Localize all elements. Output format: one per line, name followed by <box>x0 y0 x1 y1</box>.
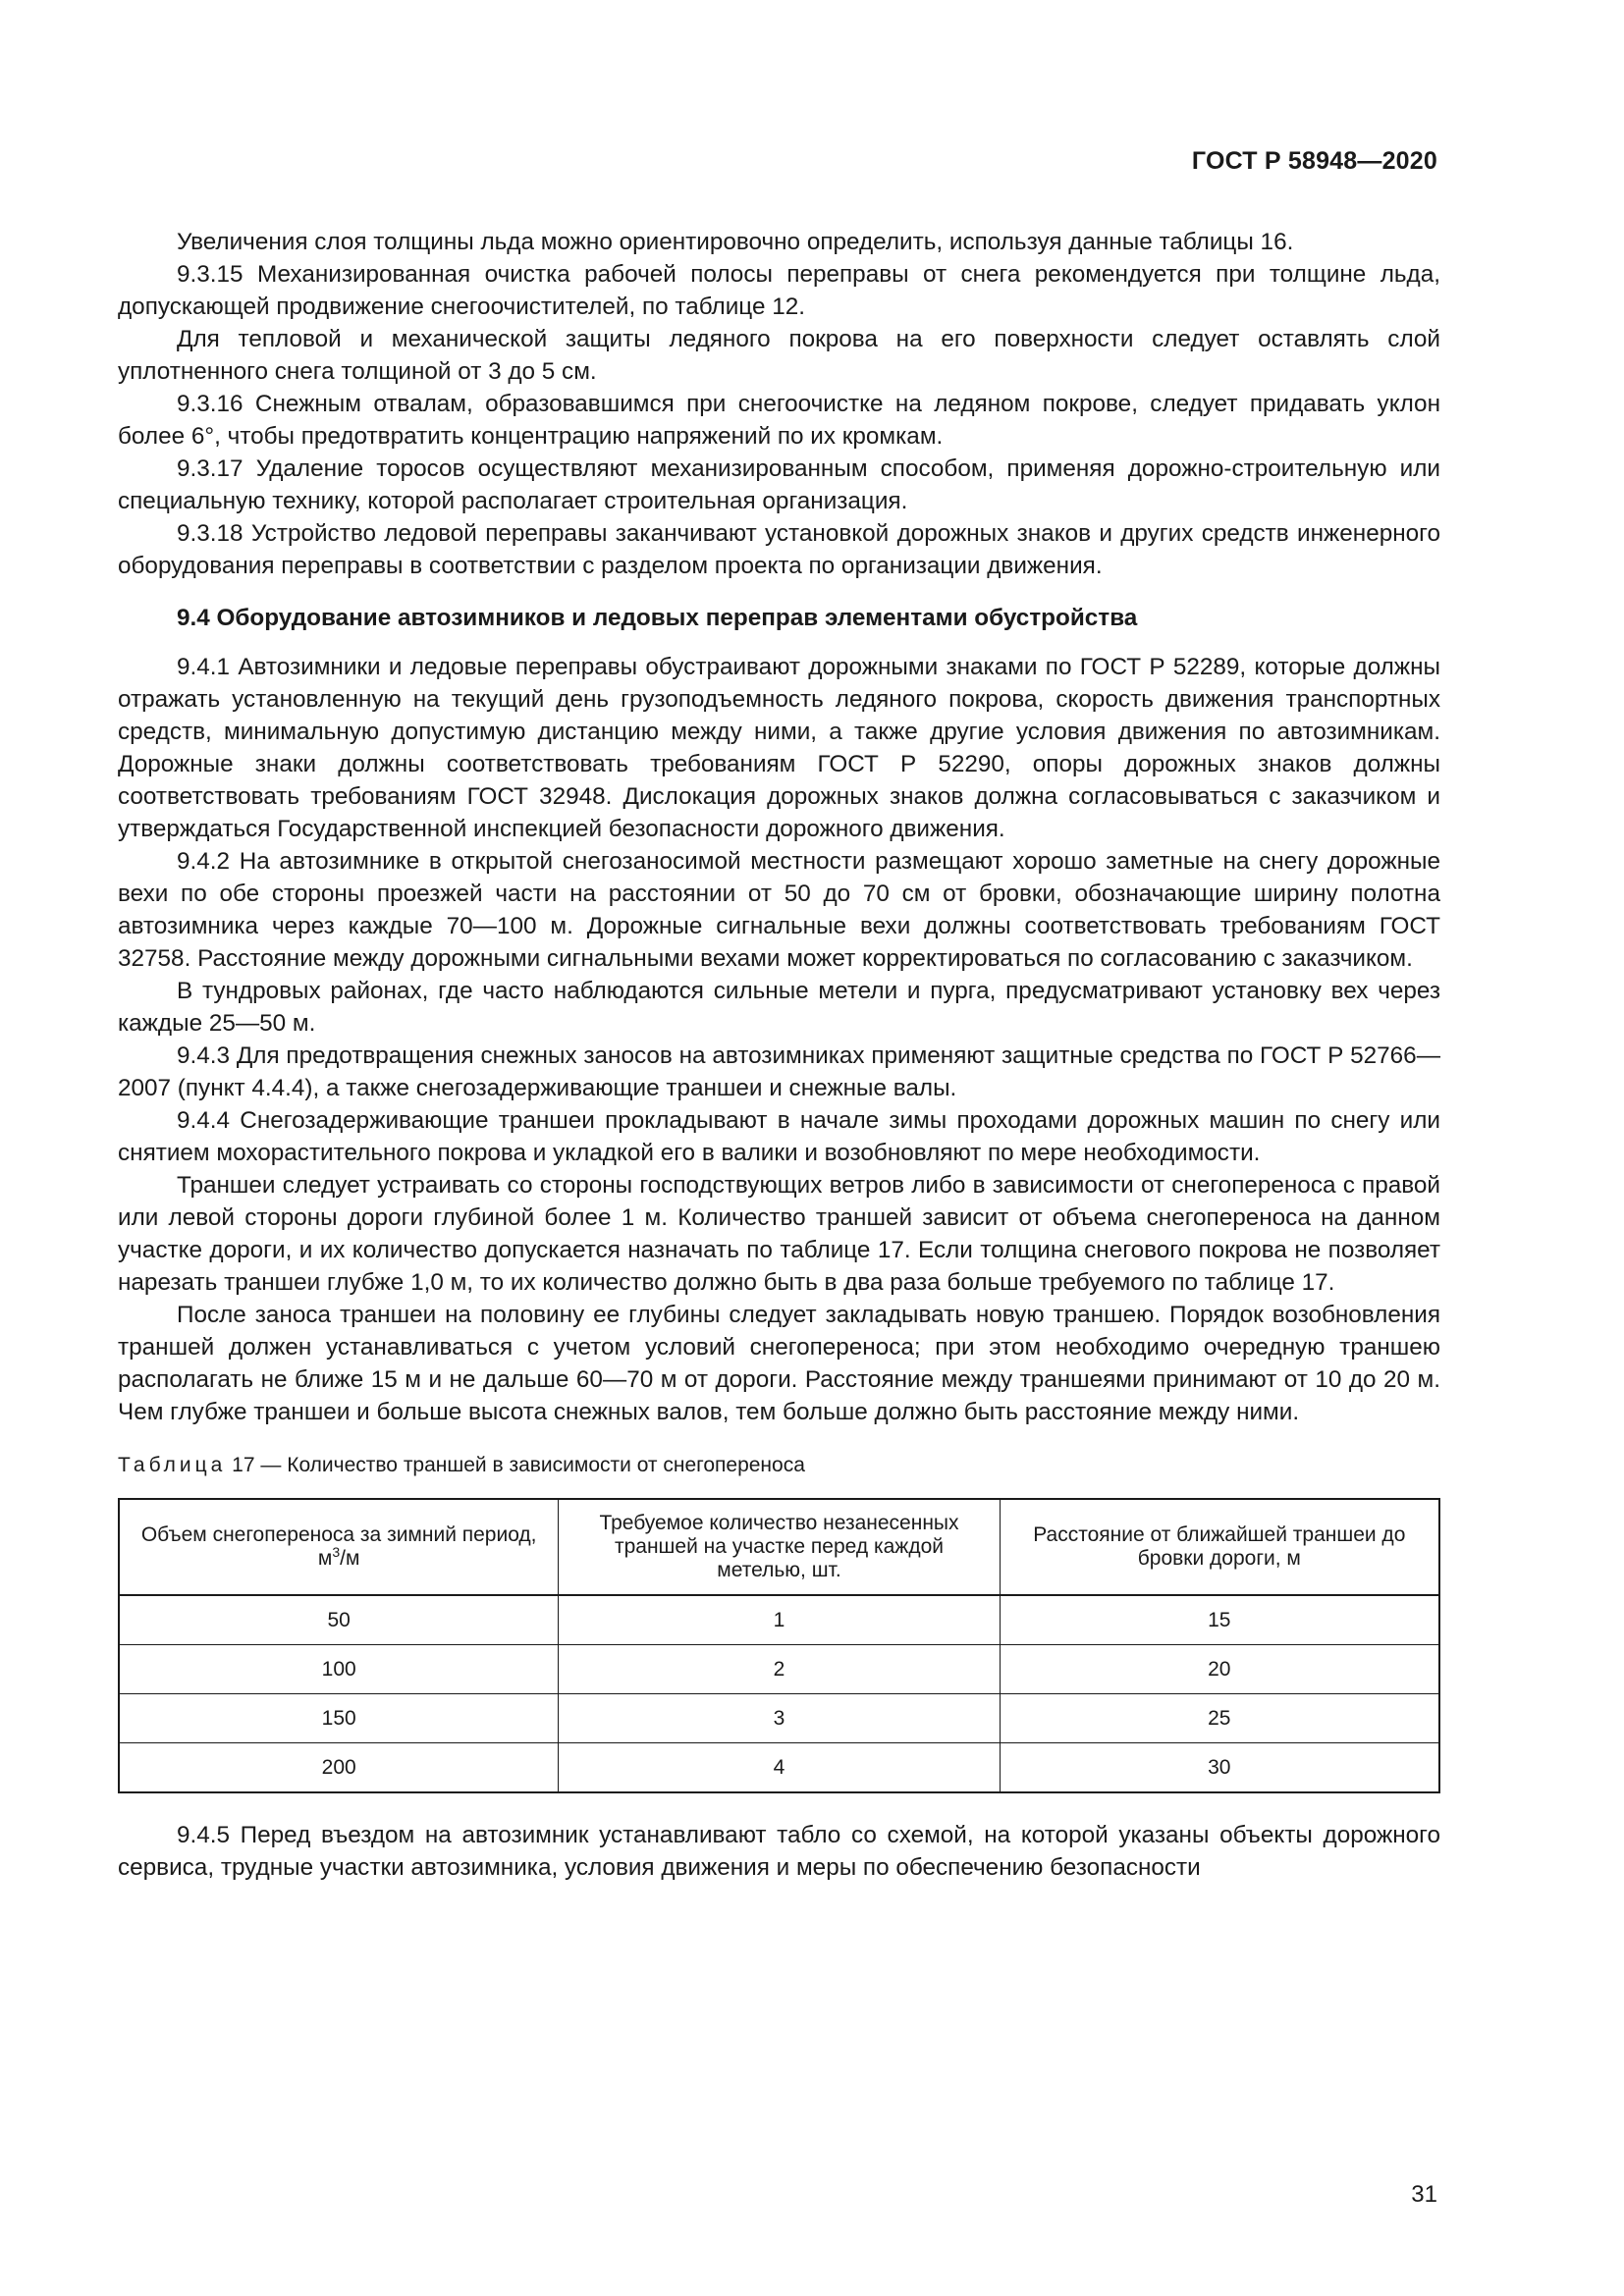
table-cell: 25 <box>1000 1694 1439 1743</box>
header-cell-snow-volume <box>119 1499 559 1595</box>
paragraph: 9.3.17 Удаление торосов осуществляют механизированным способом, применяя дорожно-строительную или специальную технику, которой располагает строительная организация. <box>118 455 1440 514</box>
table-cell: 20 <box>1000 1645 1439 1694</box>
document-header: ГОСТ Р 58948—2020 <box>1191 147 1437 175</box>
table-cell: 3 <box>559 1694 1000 1743</box>
paragraph: 9.4.3 Для предотвращения снежных заносов на автозимниках применяют защитные средства по ГОСТ Р 52766—2007 (пункт 4.4.4), а также снегозадерживающие траншеи и снежные валы. <box>118 1042 1440 1101</box>
table-cell: 1 <box>559 1595 1000 1645</box>
section-title: 9.4 Оборудование автозимников и ледовых переправ элементами обустройства <box>177 605 1138 631</box>
header-superscript: 3 <box>332 1544 341 1560</box>
table-cell: 2 <box>559 1645 1000 1694</box>
paragraphs-section <box>118 651 1440 1428</box>
paragraph: Траншеи следует устраивать со стороны господствующих ветров либо в зависимости от снегопереноса с правой или левой стороны дороги глубиной более 1 м. Количество траншей зависит от объема снегопереноса на данном участке дороги, и их количество допускается назначать по таблице 17. Если толщина снегового покрова не позволяет нарезать траншеи глубже 1,0 м, то их количество должно быть в два раза больше требуемого по таблице 17. <box>118 1172 1440 1296</box>
paragraph: 9.4.4 Снегозадерживающие траншеи прокладывают в начале зимы проходами дорожных машин по снегу или снятием мохорастительного покрова и укладкой его в валики и возобновляют по мере необходимости. <box>118 1107 1440 1166</box>
paragraph: После заноса траншеи на половину ее глубины следует закладывать новую траншею. Порядок возобновления траншей должен устанавливаться с учетом условий снегопереноса; при этом необходимо очередную траншею располагать не ближе 15 м и не дальше 60—70 м от дороги. Расстояние между траншеями принимают от 10 до 20 м. Чем глубже траншеи и больше высота снежных валов, тем больше должно быть расстояние между ними. <box>118 1302 1440 1425</box>
table-caption-title: 17 — Количество траншей в зависимости от снегопереноса <box>226 1454 805 1476</box>
paragraph: 9.3.16 Снежным отвалам, образовавшимся при снегоочистке на ледяном покрове, следует придавать уклон более 6°, чтобы предотвратить концентрацию напряжений по их кромкам. <box>118 391 1440 450</box>
table-cell: 200 <box>119 1743 559 1793</box>
table-row <box>119 1694 1439 1743</box>
header-cell-distance: Расстояние от ближайшей траншеи до бровки дороги, м <box>1000 1499 1439 1595</box>
header-text: Объем снегопереноса за зимний период, м <box>140 1523 537 1570</box>
page-content <box>118 226 1440 1884</box>
table-cell: 100 <box>119 1645 559 1694</box>
snow-trench-table <box>118 1498 1440 1793</box>
table-cell: 4 <box>559 1743 1000 1793</box>
table-cell: 15 <box>1000 1595 1439 1645</box>
table-cell: 50 <box>119 1595 559 1645</box>
paragraph: 9.3.18 Устройство ледовой переправы заканчивают установкой дорожных знаков и других средств инженерного оборудования переправы в соответствии с разделом проекта по организации движения. <box>118 520 1440 579</box>
table-caption-word: Таблица <box>118 1454 227 1476</box>
paragraph: Для тепловой и механической защиты ледяного покрова на его поверхности следует оставлять слой уплотненного снега толщиной от 3 до 5 см. <box>118 326 1440 385</box>
table-row <box>119 1645 1439 1694</box>
paragraphs-top <box>118 226 1440 582</box>
header-unit: /м <box>340 1547 360 1570</box>
table-row <box>119 1595 1439 1645</box>
page-number: 31 <box>1411 2181 1437 2208</box>
paragraph: В тундровых районах, где часто наблюдаются сильные метели и пурга, предусматривают установку вех через каждые 25—50 м. <box>118 978 1440 1037</box>
table-cell: 150 <box>119 1694 559 1743</box>
paragraph: 9.4.1 Автозимники и ледовые переправы обустраивают дорожными знаками по ГОСТ Р 52289, которые должны отражать установленную на текущий день грузоподъемность ледяного покрова, скорость движения транспортных средств, минимальную допустимую дистанцию между ними, а также другие условия движения по автозимникам. Дорожные знаки должны соответствовать требованиям ГОСТ Р 52290, опоры дорожных знаков должны соответствовать требованиям ГОСТ 32948. Дислокация дорожных знаков должна согласовываться с заказчиком и утверждаться Государственной инспекцией безопасности дорожного движения. <box>118 654 1440 842</box>
paragraph: 9.4.2 На автозимнике в открытой снегозаносимой местности размещают хорошо заметные на снегу дорожные вехи по обе стороны проезжей части на расстоянии от 50 до 70 см от бровки, обозначающие ширину полотна автозимника через каждые 70—100 м. Дорожные сигнальные вехи должны соответствовать требованиям ГОСТ 32758. Расстояние между дорожными сигнальными вехами может корректироваться по согласованию с заказчиком. <box>118 848 1440 972</box>
table-caption <box>118 1453 1440 1478</box>
paragraph: 9.4.5 Перед въездом на автозимник устанавливают табло со схемой, на которой указаны объекты дорожного сервиса, трудные участки автозимника, условия движения и меры по обеспечению безопасности <box>118 1822 1440 1881</box>
header-cell-trench-count: Требуемое количество незанесенных траншей на участке перед каждой метелью, шт. <box>559 1499 1000 1595</box>
paragraph: Увеличения слоя толщины льда можно ориентировочно определить, используя данные таблицы 16. <box>177 229 1294 255</box>
table-row <box>119 1743 1439 1793</box>
table-header-row <box>119 1499 1439 1595</box>
paragraph: 9.3.15 Механизированная очистка рабочей полосы переправы от снега рекомендуется при толщине льда, допускающей продвижение снегоочистителей, по таблице 12. <box>118 261 1440 320</box>
table-cell: 30 <box>1000 1743 1439 1793</box>
